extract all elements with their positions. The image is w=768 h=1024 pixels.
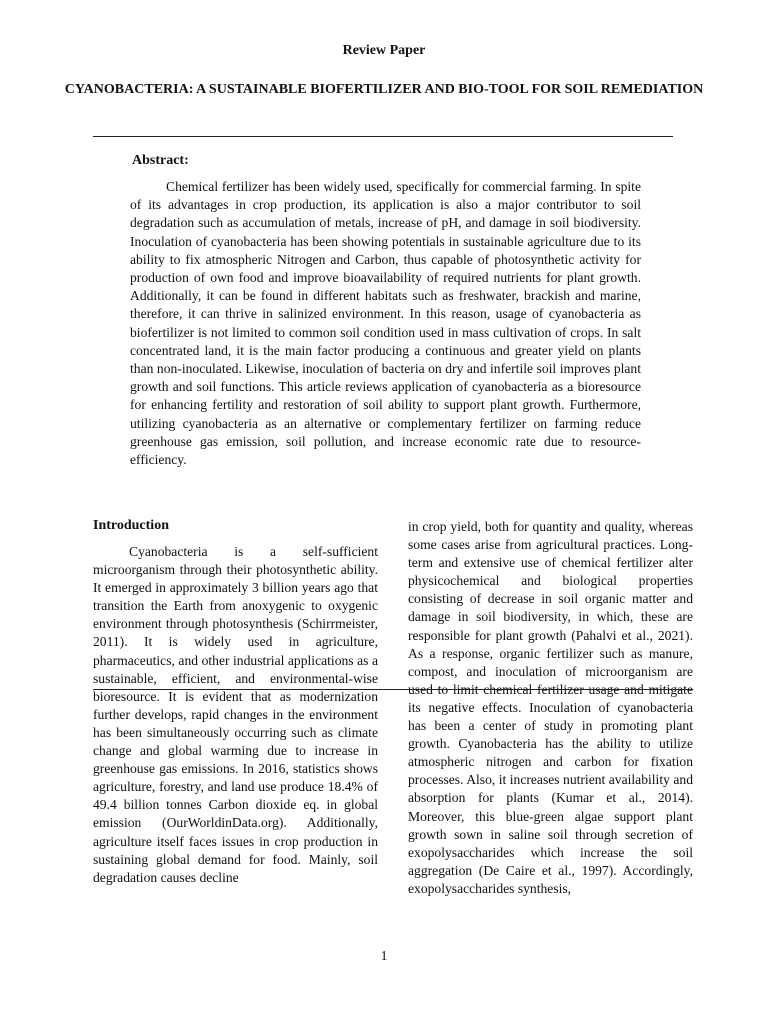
introduction-left-column: Cyanobacteria is a self-sufficient microorganism through their photosynthetic ability. It emerged in approximately 3 billion years ago that transition the Earth from anoxygenic to oxygenic environment through photosynthesis (Schirrmeister, 2011). It is widely used in agriculture, pharmaceutics, and other industrial applications as a sustainable, efficient, and environmental-wise bioresource. It is evident that as modernization further develops, rapid changes in the environment has been simultaneously occurring such as climate change and global warming due to increase in greenhouse gas emissions. In 2016, statistics shows agriculture, forestry, and land use produce 18.4% of 49.4 billion tonnes Carbon dioxide eq. in global emission (OurWorldinData.org). Additionally, agriculture itself faces issues in crop production in sustaining global demand for food. Mainly, soil degradation causes decline xyxy=(93,544,378,885)
paper-type-label: Review Paper xyxy=(342,43,426,58)
introduction-heading: Introduction xyxy=(93,518,169,533)
introduction-right-column: in crop yield, both for quantity and quality, whereas some cases arise from agricultural practices. Long-term and extensive use of chemical fertilizer alter physicochemical and biological properties consisting of decrease in soil organic matter and damage in soil biodiversity, in which, these are responsible for plant growth (Pahalvi et al., 2021). As a response, organic fertilizer such as manure, compost, and inoculation of microorganism are used to limit chemical fertilizer usage and mitigate its negative effects. Inoculation of cyanobacteria has been a center of study in promoting plant growth. Cyanobacteria has the ability to utilize atmospheric nitrogen and carbon for fixation processes. Also, it increases nutrient availability and absorption for plants (Kumar et al., 2014). Moreover, this blue-green algae support plant growth sown in saline soil through secretion of exopolysaccharides which increase the soil aggregation (De Caire et al., 1997). Accordingly, exopolysaccharides synthesis, xyxy=(408,519,693,896)
paper-title: CYANOBACTERIA: A SUSTAINABLE BIOFERTILIZER AND BIO-TOOL FOR SOIL REMEDIATION xyxy=(64,82,704,97)
horizontal-line-artifact xyxy=(93,689,693,690)
abstract-text: Chemical fertilizer has been widely used, specifically for commercial farming. In spite of its advantages in crop production, its application is also a major contributor to soil degradation such as accumulation of metals, increase of pH, and damage in soil biodiversity. Inoculation of cyanobacteria has been showing potentials in sustainable agriculture due to its ability to fix atmospheric Nitrogen and Carbon, thus capable of photosynthetic activity for production of own food and improve bioavailability of required nutrients for plant growth. Additionally, it can be found in different habitats such as freshwater, brackish and marine, therefore, it can thrive in salinized environment. In this reason, usage of cyanobacteria as biofertilizer is not limited to common soil condition used in mass cultivation of crops. In salt concentrated land, it is the main factor producing a continuous and greater yield on plants than non-inoculated. Likewise, inoculation of bacteria on dry and infertile soil improves plant growth and soil functions. This article reviews application of cyanobacteria as a bioresource for enhancing fertility and restoration of soil ability to support plant growth. Furthermore, utilizing cyanobacteria as an alternative or complementary fertilizer on farming reduce greenhouse gas emission, soil pollution, and increase economic rate due to resource-efficiency. xyxy=(130,179,641,468)
page-number: 1 xyxy=(380,948,388,963)
title-divider xyxy=(93,136,673,137)
abstract-heading: Abstract: xyxy=(132,153,189,168)
